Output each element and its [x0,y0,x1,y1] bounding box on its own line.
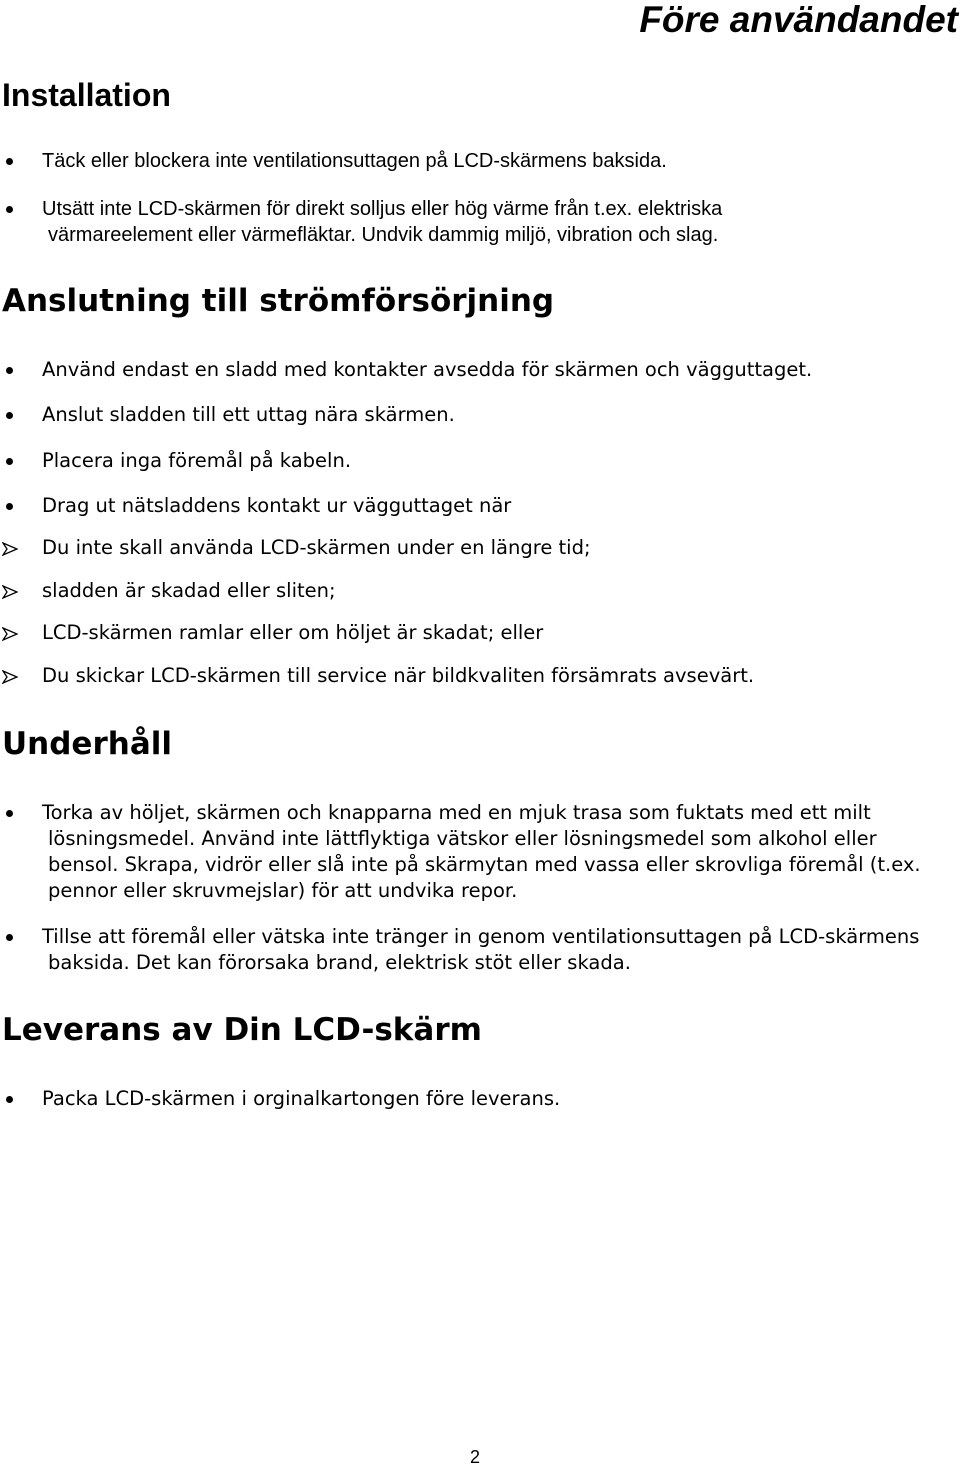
list-item-text: Använd endast en sladd med kontakter avsedda för skärmen och vägguttaget. [42,358,813,381]
list-item-line: Torka av höljet, skärmen och knapparna med en mjuk trasa som fuktats med ett milt [42,801,871,824]
list-item-line: värmareelement eller värmefläktar. Undvik dammig miljö, vibration och slag. [48,224,719,246]
list-item-line: baksida. Det kan förorsaka brand, elektrisk stöt eller skada. [48,951,631,974]
sub-list-item-text: sladden är skadad eller sliten; [42,579,336,602]
page-number: 2 [470,1447,481,1467]
list-item-line: pennor eller skruvmejslar) för att undvika repor. [48,879,518,902]
sub-list-item-text: Du skickar LCD-skärmen till service när bildkvaliten försämrats avsevärt. [42,664,755,687]
list-item-text [42,924,919,976]
bullet-icon [6,810,13,817]
bullet-icon [6,158,13,165]
list-item-text: Täck eller blockera inte ventilationsuttagen på LCD-skärmens baksida. [42,150,667,172]
list-item-text [42,196,722,248]
bullet-icon [6,934,13,941]
section-heading-power: Anslutning till strömförsörjning [2,283,555,319]
section-heading-installation: Installation [2,77,171,113]
list-item-line: lösningsmedel. Använd inte lättflyktiga vätskor eller lösningsmedel som alkohol eller [48,827,877,850]
arrowhead-bullet-icon [2,669,18,685]
section-heading-maintenance: Underhåll [2,726,172,762]
chapter-title: Före användandet [639,0,958,40]
bullet-icon [6,412,13,419]
bullet-icon [6,1096,13,1103]
arrowhead-bullet-icon [2,584,18,600]
list-item-line: bensol. Skrapa, vidrör eller slå inte på skärmytan med vassa eller skrovliga föremål (t.ex. [48,853,921,876]
list-item-line: Utsätt inte LCD-skärmen för direkt solljus eller hög värme från t.ex. elektriska [42,198,723,220]
arrowhead-bullet-icon [2,541,18,557]
section-heading-delivery: Leverans av Din LCD-skärm [2,1012,482,1048]
list-item-text: Drag ut nätsladdens kontakt ur vägguttaget när [42,494,512,517]
bullet-icon [6,206,13,213]
arrowhead-bullet-icon [2,626,18,642]
bullet-icon [6,367,13,374]
sub-list-item-text: LCD-skärmen ramlar eller om höljet är skadat; eller [42,621,544,644]
sub-list-item-text: Du inte skall använda LCD-skärmen under en längre tid; [42,536,591,559]
list-item-line: Tillse att föremål eller vätska inte tränger in genom ventilationsuttagen på LCD-skärmens [42,925,920,948]
list-item-text [42,800,921,904]
list-item-text: Packa LCD-skärmen i orginalkartongen före leverans. [42,1087,561,1110]
list-item-text: Placera inga föremål på kabeln. [42,449,352,472]
bullet-icon [6,503,13,510]
bullet-icon [6,458,13,465]
list-item-text: Anslut sladden till ett uttag nära skärmen. [42,403,455,426]
